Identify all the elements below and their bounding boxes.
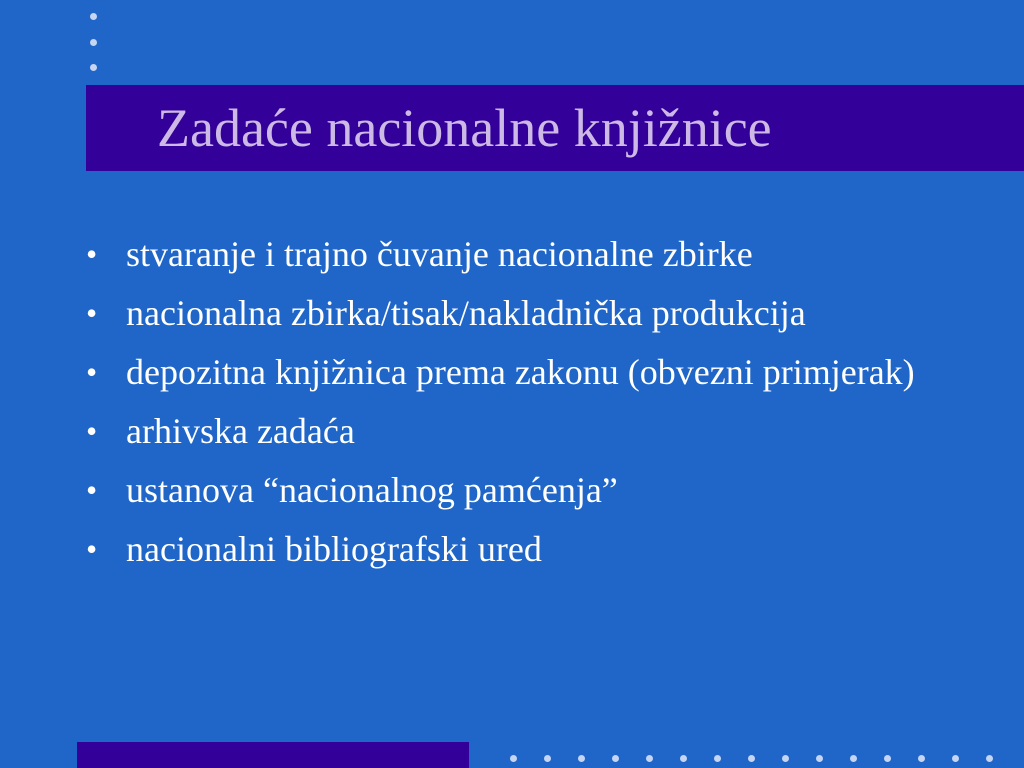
decorative-dot (952, 755, 959, 762)
decorative-dot (918, 755, 925, 762)
bullet-icon: • (86, 531, 98, 567)
bullet-item (86, 468, 986, 513)
decorative-dot (850, 755, 857, 762)
bullet-text: arhivska zadaća (126, 411, 355, 451)
bullet-icon: • (86, 236, 98, 272)
bullet-list (86, 232, 986, 586)
bullet-text: stvaranje i trajno čuvanje nacionalne zbirke (126, 234, 753, 274)
decorative-dot (510, 755, 517, 762)
decorative-dot (90, 64, 97, 71)
decorative-dot (986, 755, 993, 762)
decorative-dot (578, 755, 585, 762)
decorative-dot (612, 755, 619, 762)
bottom-accent-bar (77, 742, 469, 768)
bullet-icon: • (86, 354, 98, 390)
bullet-item (86, 527, 986, 572)
bullet-text: nacionalni bibliografski ured (126, 529, 542, 569)
decorative-dot (714, 755, 721, 762)
decorative-dot (782, 755, 789, 762)
decorative-dot (646, 755, 653, 762)
decorative-dot (884, 755, 891, 762)
bullet-item (86, 232, 986, 277)
decorative-dot (680, 755, 687, 762)
bullet-item (86, 409, 986, 454)
decorative-dot (748, 755, 755, 762)
bullet-text: nacionalna zbirka/tisak/nakladnička produkcija (126, 293, 806, 333)
bullet-text: ustanova “nacionalnog pamćenja” (126, 470, 618, 510)
decorative-dot (90, 13, 97, 20)
bullet-text: depozitna knjižnica prema zakonu (obvezni primjerak) (126, 352, 915, 392)
bullet-icon: • (86, 472, 98, 508)
bullet-item (86, 350, 986, 395)
bullet-icon: • (86, 413, 98, 449)
slide-title: Zadaće nacionalne knjižnice (157, 98, 772, 158)
bullet-icon: • (86, 295, 98, 331)
decorative-dot (90, 39, 97, 46)
decorative-dot (816, 755, 823, 762)
bullet-item (86, 291, 986, 336)
decorative-dot (544, 755, 551, 762)
